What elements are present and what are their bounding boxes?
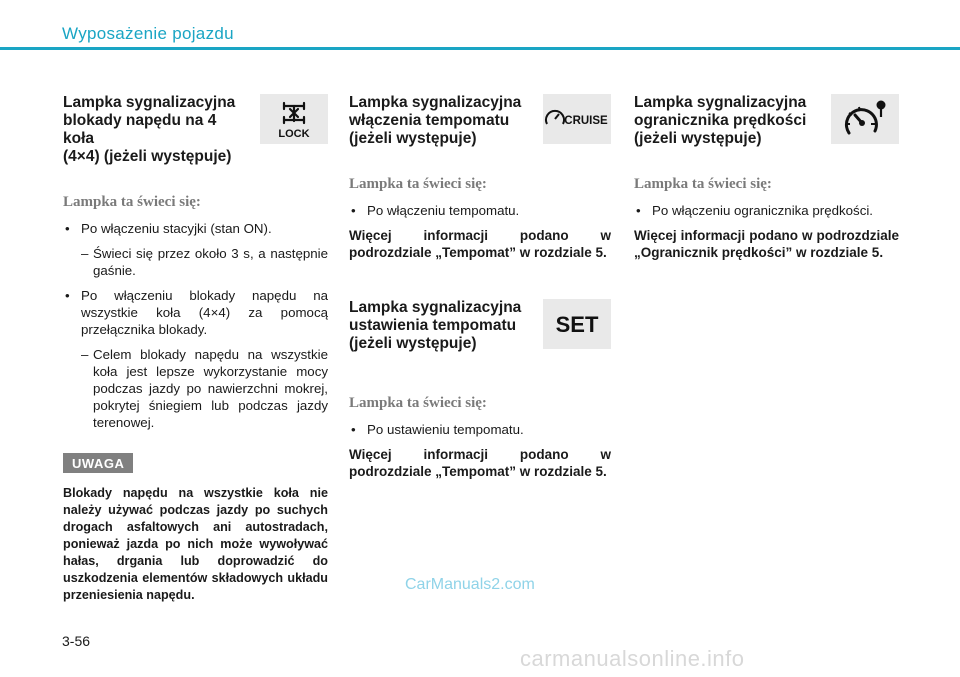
column-speed-limiter: [634, 94, 899, 261]
speed-limiter-icon: [831, 94, 899, 144]
bullet-item: • Po włączeniu ogranicznika prędkości.: [634, 202, 899, 219]
set-icon-label: SET: [555, 312, 599, 337]
block-title-set: Lampka sygnalizacyjna ustawienia tempomatu (jeżeli występuje): [349, 299, 522, 352]
subtitle: Lampka ta świeci się:: [349, 395, 487, 411]
cruise-icon: [543, 94, 611, 144]
4wd-lock-icon: [260, 94, 328, 144]
watermark-bottom: carmanualsonline.info: [520, 646, 745, 671]
set-icon: [543, 299, 611, 349]
subtitle: Lampka ta świeci się:: [63, 194, 201, 210]
bullet-item: • Po włączeniu tempomatu.: [349, 202, 611, 219]
dash-item: – Celem blokady napędu na wszystkie koła jest lepsze wykorzystanie mocy podczas jazdy po nawierzchni mokrej, pokrytej śniegiem lub podczas jazdy terenowej.: [63, 346, 328, 431]
block-title-4wd-lock: Lampka sygnalizacyjna blokady napędu na 4 koła (4×4) (jeżeli występuje): [63, 94, 236, 165]
bullet-item: • Po ustawieniu tempomatu.: [349, 421, 611, 438]
subtitle: Lampka ta świeci się:: [634, 176, 772, 192]
info-text: Więcej informacji podano w podrozdziale „Tempomat” w rozdziale 5.: [349, 228, 611, 260]
bullet-item: • Po włączeniu blokady napędu na wszystkie koła (4×4) za pomocą przełącznika blokady.: [63, 287, 328, 338]
block-title-speed-limiter: Lampka sygnalizacyjna ogranicznika prędkości (jeżeli występuje): [634, 94, 807, 147]
column-cruise: [349, 94, 611, 480]
subtitle: Lampka ta świeci się:: [349, 176, 487, 192]
info-text: Więcej informacji podano w podrozdziale „Ogranicznik prędkości” w rozdziale 5.: [634, 228, 899, 260]
lock-icon-label: LOCK: [278, 128, 310, 140]
column-4wd-lock: [63, 94, 328, 604]
info-text: Więcej informacji podano w podrozdziale „Tempomat” w rozdziale 5.: [349, 447, 611, 479]
dash-item: – Świeci się przez około 3 s, a następnie gaśnie.: [63, 245, 328, 279]
bullet-item: • Po włączeniu stacyjki (stan ON).: [63, 220, 328, 237]
header-divider: [0, 47, 960, 50]
cruise-icon-label: CRUISE: [564, 115, 608, 127]
page-number: 3-56: [62, 633, 91, 649]
section-title: Wyposażenie pojazdu: [62, 24, 234, 43]
watermark-site[interactable]: CarManuals2.com: [405, 576, 535, 593]
warning-badge: UWAGA: [63, 453, 133, 473]
block-title-cruise: Lampka sygnalizacyjna włączenia tempomatu (jeżeli występuje): [349, 94, 522, 147]
warning-text: Blokady napędu na wszystkie koła nie należy używać podczas jazdy po suchych drogach asfaltowych ani autostradach, ponieważ jazda po nich może wywoływać hałas, drgania lub doprowadzić do uszkodzenia elementów składowych układu przeniesienia napędu.: [63, 486, 328, 602]
